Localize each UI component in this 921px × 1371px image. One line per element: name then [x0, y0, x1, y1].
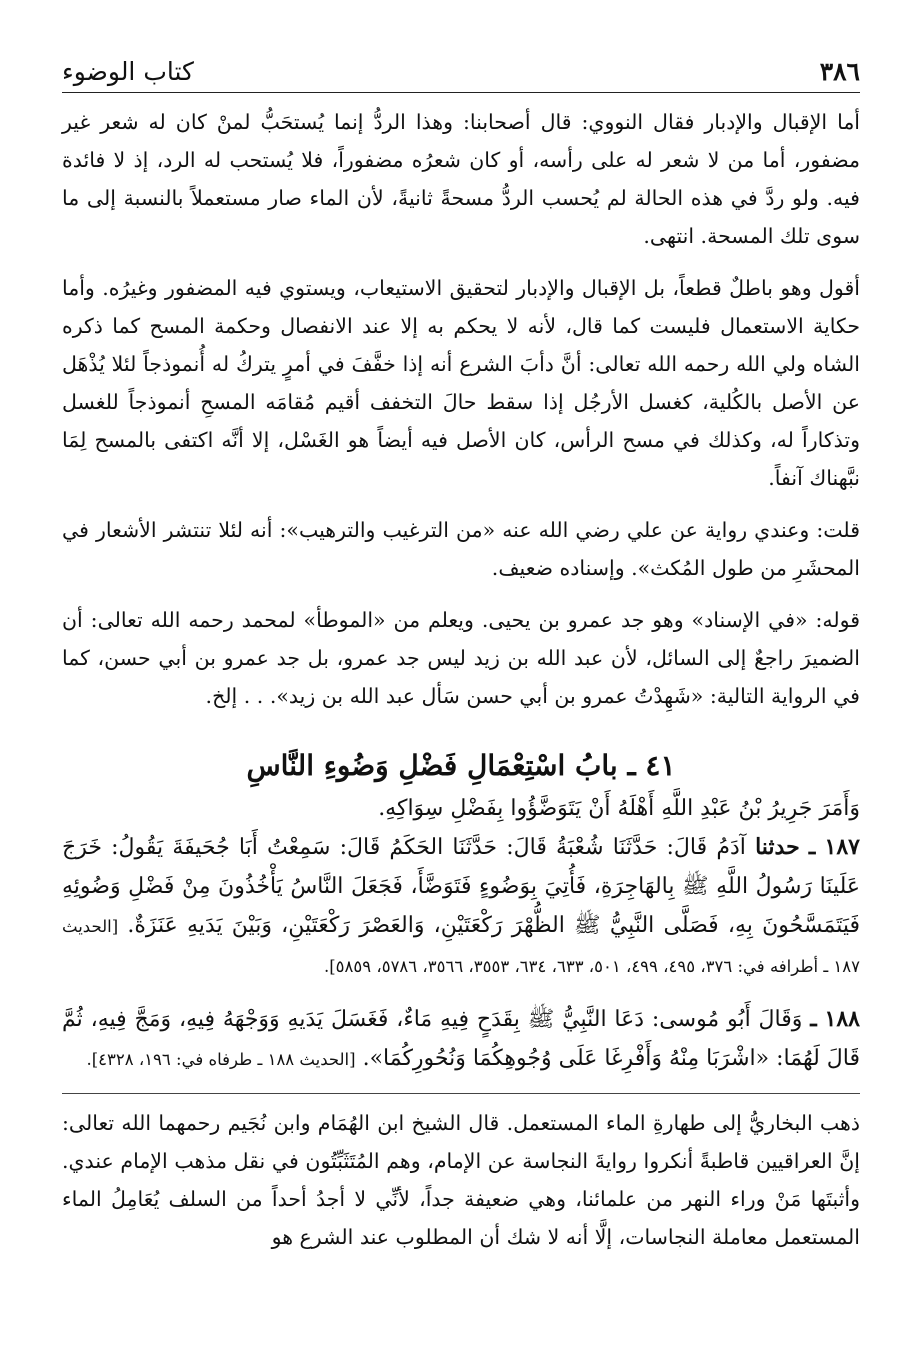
commentary-paragraph: ذهب البخاريُّ إلى طهارةِ الماء المستعمل. قال الشيخ ابن الهُمَام وابن نُجَيم رحمهما الله تعالى: إنَّ العراقيين قاطبةً أنكروا روايةَ النجاسة عن الإمام، وهم المُتَثَبِّتُون في نقل مذهب الإمام عندي. وأثبتَها مَنْ وراء النهر من علمائنا، وهي ضعيفة جداً، لأنِّي لا أجدُ أحداً من السلف يُعَامِلُ الماء المستعمل معاملة النجاسات، إلَّا أنه لا شك أن المطلوب عند الشرع هو: [62, 1111, 860, 1249]
hadith-number: ١٨٧: [824, 834, 860, 860]
commentary-paragraph: أما الإقبال والإدبار فقال النووي: قال أصحابنا: وهذا الردُّ إنما يُستحَبُّ لمنْ كان له شعر غير مضفور، أما من لا شعر له على رأسه، أو كان شعرُه مضفوراً، فلا يُستحب له الرد، إذ لا فائدة فيه. ولو ردَّ في هذه الحالة لم يُحسب الردُّ مسحةً ثانيةً، لأن الماء صار مستعملاً بالنسبة إلى ما سوى تلك المسحة. انتهى.: [62, 110, 860, 248]
commentary-paragraph: قوله: «في الإسناد» وهو جد عمرو بن يحيى. ويعلم من «الموطأ» لمحمد رحمه الله تعالى: أن الضميرَ راجعٌ إلى السائل، لأن عبد الله بن زيد ليس جد عمرو، بل جد عمرو بن أبي حسن، كما في الرواية التالية: «شَهِدْتُ عمرو بن أبي حسن سَأل عبد الله بن زيد». . . إلخ.: [62, 608, 860, 708]
chapter-tarjama: وَأَمَرَ جَرِيرُ بْنُ عَبْدِ اللَّهِ أَهْلَهُ أَنْ يَتَوَضَّؤُوا بِفَضْلِ سِوَاكِهِ.: [378, 796, 860, 821]
hadith-187: [62, 828, 860, 986]
hadith-reference: [الحديث ١٨٧ ـ أطرافه في: ٣٧٦، ٤٩٥، ٤٩٩، ٥٠١، ٦٣٣، ٦٣٤، ٣٥٥٣، ٣٥٦٦، ٥٧٨٦، ٥٨٥٩].: [62, 917, 860, 976]
hadith-text: وَقَالَ أَبُو مُوسى: دَعَا النَّبِيُّ ﷺ بِقَدَحٍ فِيهِ مَاءٌ، فَغَسَلَ يَدَيهِ وَوَجْهَهُ فِيهِ، وَمَجَّ فِيهِ، ثُمَّ قَالَ لَهُمَا: «اشْرَبَا مِنْهُ وَأَفْرِغَا عَلَى وُجُوهِكُمَا وَنُحُورِكُمَا».: [62, 1007, 860, 1071]
page-header: [62, 54, 860, 93]
hadith-number: ١٨٨: [824, 1006, 860, 1032]
commentary-paragraph: قلت: وعندي رواية عن علي رضي الله عنه «من الترغيب والترهيب»: أنه لئلا تنتشر الأشعار في المحشَرِ من طول المُكث». وإسناده ضعيف.: [62, 518, 860, 580]
chapter-heading: ٤١ ـ بابُ اسْتِعْمَالِ فَضْلِ وَضُوءِ النَّاسِ: [246, 749, 676, 782]
commentary-paragraph: أقول وهو باطلٌ قطعاً، بل الإقبال والإدبار لتحقيق الاستيعاب، ويستوي فيه المضفور وغيرُه. وأما حكاية الاستعمال فليست كما قال، لأنه لا يحكم به إلا عند الانفصال وحكمة المسح كما ذكره الشاه ولي الله رحمه الله تعالى: أنَّ دأبَ الشرع أنه إذا خفَّفَ في أمرٍ يتركُ له أُنموذجاً لئلا يُذْهَل عن الأصل بالكُلية، كغسل الأرجُل إذا سقط حالَ التخفف أقيم مُقامَه المسحِ أنموذجاً للغسل وتذكاراً له، وكذلك في مسح الرأس، كان الأصل فيه أيضاً هو الغَسْل، إلا أنَّه اكتفى بالمسح لِمَا نبَّهناك آنفاً.: [62, 276, 860, 490]
hadith-isnad-lead: حدثنا: [755, 834, 800, 860]
hadith-reference: [الحديث ١٨٨ ـ طرفاه في: ١٩٦، ٤٣٢٨].: [86, 1050, 356, 1069]
book-title: كتاب الوضوء: [62, 57, 194, 86]
hadith-dash: ـ: [808, 834, 816, 860]
hadith-188: [62, 1000, 860, 1079]
hadith-dash: ـ: [810, 1006, 817, 1032]
page-number: ٣٨٦: [819, 57, 860, 86]
hadith-text: آدَمُ قَالَ: حَدَّثَنَا شُعْبَةُ قَالَ: حَدَّثَنَا الحَكَمُ قَالَ: سَمِعْتُ أَبَا جُحَيفَةَ يَقُولُ: خَرَجَ عَلَينَا رَسُولُ اللَّهِ ﷺ بِالهَاجِرَةِ، فَأُتِيَ بِوَضُوءٍ فَتَوَضَّأَ، فَجَعَلَ النَّاسُ يَأْخُذُونَ مِنْ فَضْلِ وَضُوئِهِ فَيَتَمَسَّحُونَ بِهِ، فَصَلَّى النَّبِيُّ ﷺ الظُّهْرَ رَكْعَتَيْنِ، وَالعَصْرَ رَكْعَتَيْنِ، وَبَيْنَ يَدَيهِ عَنَزَةٌ.: [62, 835, 860, 938]
